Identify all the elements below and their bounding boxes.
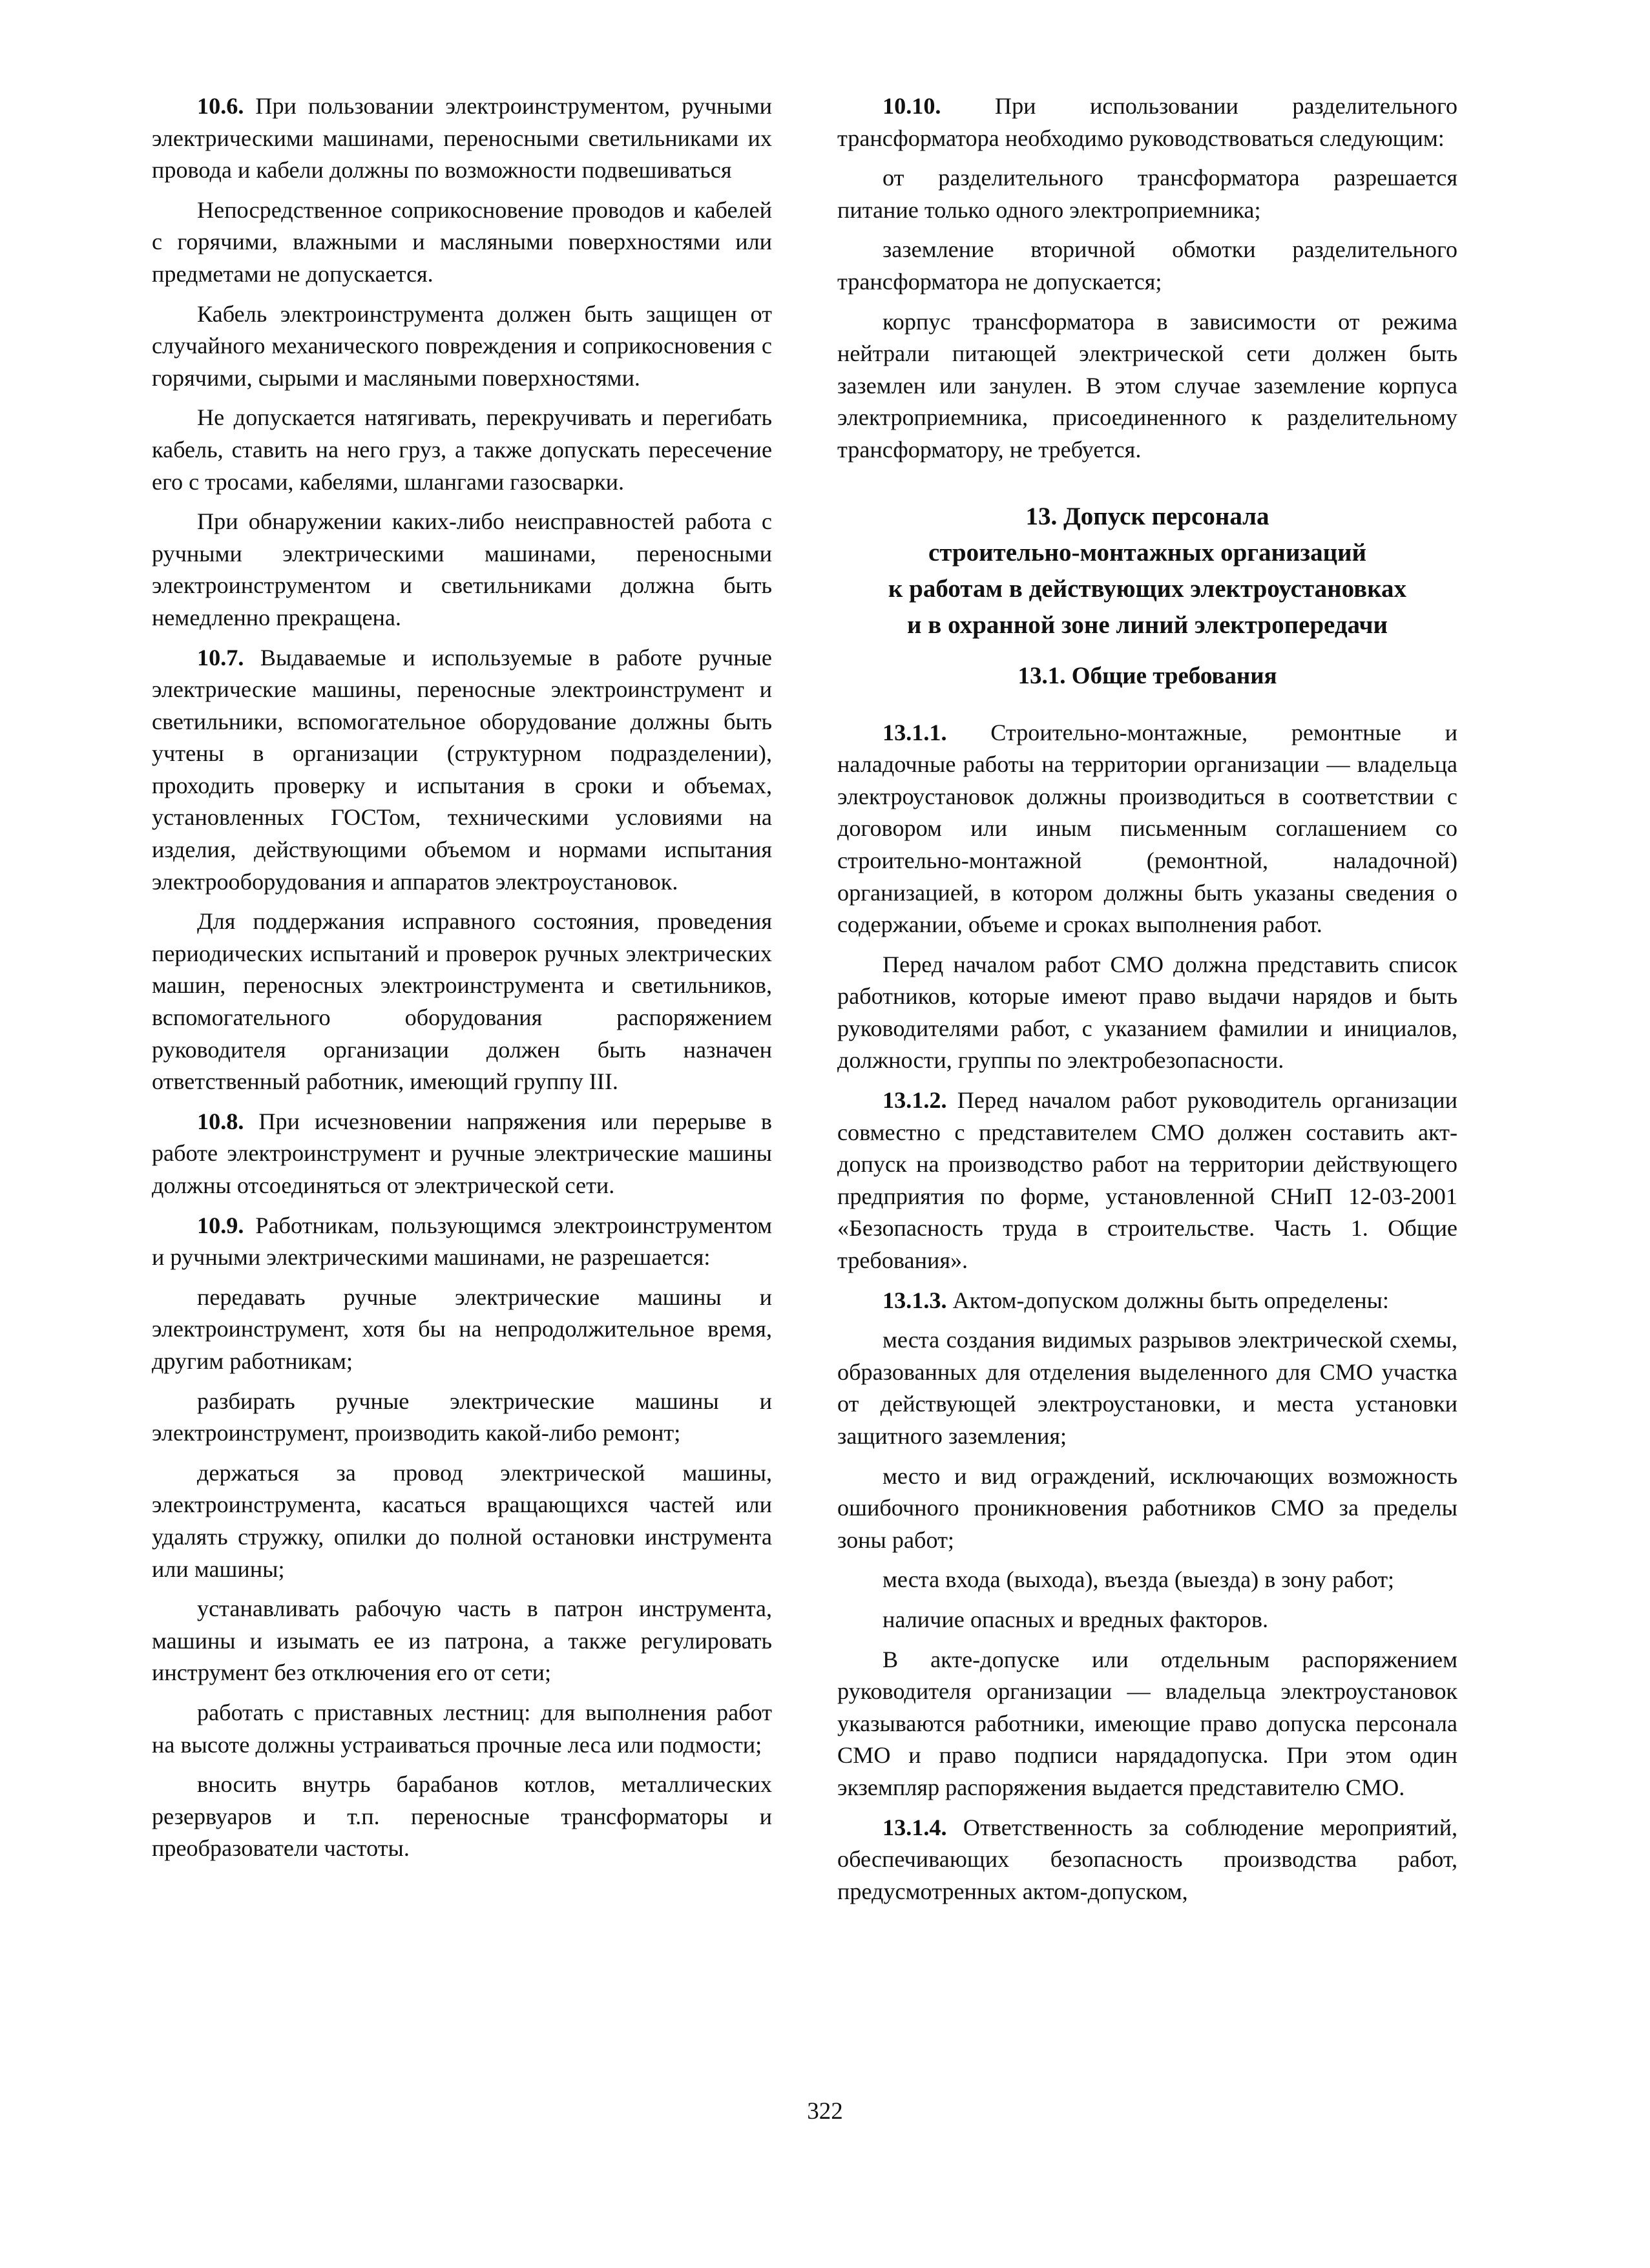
- clause-text: Актом-допуском должны быть определены:: [946, 1287, 1389, 1313]
- paragraph-10-9: [152, 1210, 772, 1274]
- list-item: наличие опасных и вредных факторов.: [882, 1606, 1269, 1632]
- list-item: места входа (выхода), въезда (выезда) в зону работ;: [882, 1566, 1395, 1593]
- paragraph-13-1-3: [837, 1285, 1457, 1317]
- clause-text: При использовании разделительного трансформатора необходимо руководствоваться следующим:: [837, 93, 1457, 151]
- clause-text: При исчезновении напряжения или перерыве в работе электроинструмент и ручные электрические машины должны отсоединяться от электрической сети.: [152, 1108, 772, 1198]
- paragraph-13-1-2: [837, 1085, 1457, 1277]
- list-item: держаться за провод электрической машины, электроинструмента, касаться вращающихся частей или удалять стружку, опилки до полной остановки инструмента или машины;: [152, 1459, 772, 1582]
- clause-number: 10.6.: [197, 93, 244, 119]
- list-item: передавать ручные электрические машины и электроинструмент, хотя бы на непродолжительное время, другим работникам;: [152, 1284, 772, 1374]
- paragraph: При обнаружении каких-либо неисправностей работа с ручными электрическими машинами, переносными электроинструментом и светильниками должна быть немедленно прекращена.: [152, 508, 772, 630]
- heading-line: 13. Допуск персонала: [1025, 502, 1269, 530]
- paragraph-10-10: [837, 90, 1457, 154]
- subsection-heading-13-1: 13.1. Общие требования: [1018, 662, 1277, 689]
- heading-line: к работам в действующих электроустановках: [888, 574, 1407, 603]
- list-item: разбирать ручные электрические машины и электроинструмент, производить какой-либо ремонт;: [152, 1388, 772, 1446]
- clause-text: Ответственность за соблюдение мероприятий, обеспечивающих безопасность производства работ, предусмотренных актом-допуском,: [837, 1814, 1457, 1904]
- list-item: заземление вторичной обмотки разделительного трансформатора не допускается;: [837, 236, 1457, 295]
- list-item: вносить внутрь барабанов котлов, металлических резервуаров и т.п. переносные трансформаторы и преобразователи частоты.: [152, 1771, 772, 1862]
- clause-number: 13.1.1.: [882, 719, 947, 745]
- paragraph-13-1-4: [837, 1812, 1457, 1908]
- paragraph: Не допускается натягивать, перекручивать и перегибать кабель, ставить на него груз, а также допускать пересечение его с тросами, кабелями, шлангами газосварки.: [152, 404, 772, 495]
- paragraph: Для поддержания исправного состояния, проведения периодических испытаний и проверок ручных электрических машин, переносных электроинструмента и светильников, вспомогательного оборудования распоряжением руководителя организации должен быть назначен ответственный работник, имеющий группу III.: [152, 908, 772, 1095]
- list-item: от разделительного трансформатора разрешается питание только одного электроприемника;: [837, 165, 1457, 223]
- heading-line: строительно-монтажных организаций: [928, 538, 1367, 567]
- paragraph-10-8: [152, 1106, 772, 1202]
- clause-number: 10.9.: [197, 1212, 244, 1238]
- paragraph: Кабель электроинструмента должен быть защищен от случайного механического повреждения и соприкосновения с горячими, сырыми и масляными поверхностями.: [152, 300, 772, 391]
- paragraph: Непосредственное соприкосновение проводов и кабелей с горячими, влажными и масляными поверхностями или предметами не допускается.: [152, 196, 772, 287]
- clause-number: 13.1.3.: [882, 1287, 947, 1313]
- section-heading-13: [837, 499, 1457, 643]
- clause-text: Строительно-монтажные, ремонтные и наладочные работы на территории организации — владельца электроустановок должны производиться в соответствии с договором или иным письменным соглашением со строительно-монтажной (ремонтной, наладочной) организацией, в котором должны быть указаны сведения о содержании, объеме и сроках выполнения работ.: [837, 719, 1457, 938]
- left-column: [152, 90, 772, 1873]
- clause-number: 10.7.: [197, 644, 244, 671]
- clause-text: Работникам, пользующимся электроинструментом и ручными электрическими машинами, не разрешается:: [152, 1212, 772, 1271]
- list-item: места создания видимых разрывов электрической схемы, образованных для отделения выделенного для СМО участка от действующей электроустановки, и места установки защитного заземления;: [837, 1327, 1457, 1449]
- list-item: корпус трансформатора в зависимости от режима нейтрали питающей электрической сети должен быть заземлен или занулен. В этом случае заземление корпуса электроприемника, присоединенного к разделительному трансформатору, не требуется.: [837, 308, 1457, 463]
- clause-number: 10.8.: [197, 1108, 244, 1134]
- page-number: 322: [807, 2098, 843, 2125]
- list-item: место и вид ограждений, исключающих возможность ошибочного проникновения работников СМО за пределы зоны работ;: [837, 1462, 1457, 1553]
- paragraph: Перед началом работ СМО должна представить список работников, которые имеют право выдачи нарядов и быть руководителями работ, с указанием фамилии и инициалов, должности, группы по электробезопасности.: [837, 951, 1457, 1074]
- clause-text: Выдаваемые и используемые в работе ручные электрические машины, переносные электроинструмент и светильники, вспомогательное оборудование должны быть учтены в организации (структурном подразделении), проходить проверку и испытания в сроки и объемах, установленных ГОСТом, техническими условиями на изделия, действующими объемом и нормами испытания электрооборудования и аппаратов электроустановок.: [152, 644, 772, 895]
- clause-text: При пользовании электроинструментом, ручными электрическими машинами, переносными светильниками их провода и кабели должны по возможности подвешиваться: [152, 93, 772, 183]
- clause-number: 10.10.: [882, 93, 941, 119]
- paragraph-10-6: [152, 90, 772, 187]
- paragraph: В акте-допуске или отдельным распоряжением руководителя организации — владельца электроустановок указываются работники, имеющие право допуска персонала СМО и право подписи нарядадопуска. При этом один экземпляр распоряжения выдается представителю СМО.: [837, 1646, 1457, 1800]
- clause-text: Перед началом работ руководитель организации совместно с представителем СМО должен составить акт-допуск на производство работ на территории действующего предприятия по форме, установленной СНиП 12-03-2001 «Безопасность труда в строительстве. Часть 1. Общие требования».: [837, 1087, 1457, 1274]
- right-column: [837, 90, 1457, 1915]
- paragraph-13-1-1: [837, 717, 1457, 941]
- clause-number: 13.1.2.: [882, 1087, 947, 1114]
- list-item: устанавливать рабочую часть в патрон инструмента, машины и изымать ее из патрона, а также регулировать инструмент без отключения его от сети;: [152, 1596, 772, 1686]
- list-item: работать с приставных лестниц: для выполнения работ на высоте должны устраиваться прочные леса или подмости;: [152, 1699, 772, 1758]
- clause-number: 13.1.4.: [882, 1814, 947, 1840]
- heading-line: и в охранной зоне линий электропередачи: [907, 610, 1388, 639]
- paragraph-10-7: [152, 642, 772, 899]
